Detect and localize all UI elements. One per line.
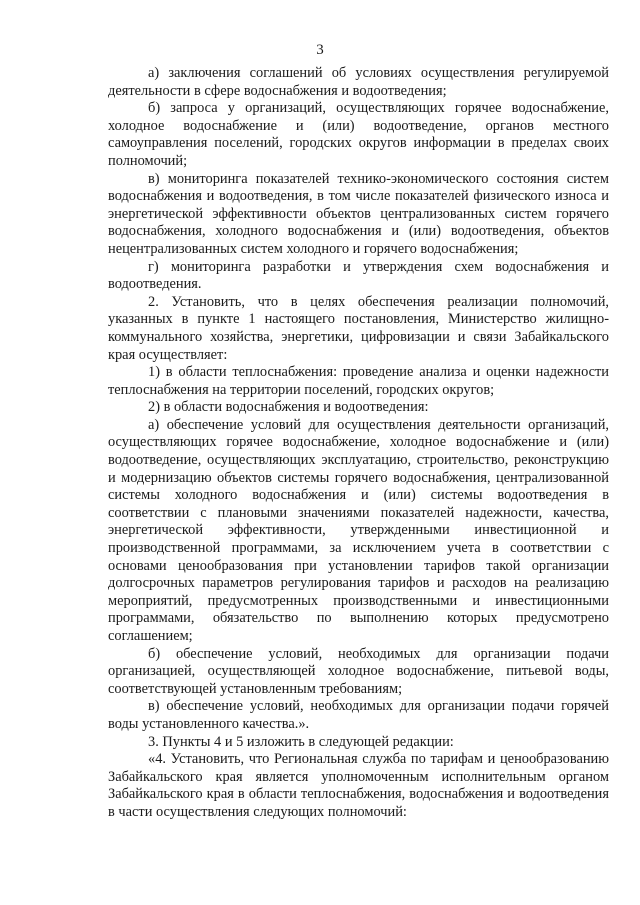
page-number: 3: [316, 42, 324, 58]
paragraph-2-2-a-conditions: а) обеспечение условий для осуществления деятельности организаций, осуществляющих горячее водоснабжение, холодное водоснабжение и (или) водоотведение, осуществляющих эксплуатацию, строительство, реконструкцию и модернизацию объектов системы горячего водоснабжения, централизованной системы холодного водоснабжения и (или) системы водоотведения в соответствии с плановыми значениями показателей надежности, качества, энергетической эффективности, утвержденными инвестиционной и производственной программами, за исключением учета в соответствии с основами ценообразования при установлении тарифов такой организации долгосрочных параметров регулирования тарифов и расходов на реализацию мероприятий, предусмотренных производственными и инвестиционными программами, обязательство по выполнению которых предусмотрено соглашением;: [108, 416, 609, 644]
paragraph-2-1-heat-supply: 1) в области теплоснабжения: проведение анализа и оценки надежности теплоснабжения на территории поселений, городских округов;: [108, 364, 609, 398]
paragraph-3-amendment: 3. Пункты 4 и 5 изложить в следующей редакции:: [148, 733, 454, 750]
paragraph-2-2-v-hot-water: в) обеспечение условий, необходимых для организации подачи горячей воды установленного качества.».: [108, 698, 609, 732]
paragraph-b-information-request: б) запроса у организаций, осуществляющих горячее водоснабжение, холодное водоснабжение и (или) водоотведение, органов местного самоуправления поселений, городских округов информации в пределах своих полномочий;: [108, 100, 609, 169]
paragraph-2-ministry-duties: 2. Установить, что в целях обеспечения реализации полномочий, указанных в пункте 1 настоящего постановления, Министерство жилищно-коммунального хозяйства, энергетики, цифровизации и связи Забайкальского края осуществляет:: [108, 293, 609, 363]
document-body: [108, 65, 609, 822]
paragraph-v-monitoring-indicators: в) мониторинга показателей технико-экономического состояния систем водоснабжения и водоотведения, в том числе показателей физического износа и энергетической эффективности объектов централизованных систем горячего водоснабжения, холодного водоснабжения и (или) водоотведения, объектов нецентрализованных систем холодного и горячего водоснабжения;: [108, 170, 609, 257]
paragraph-2-2-b-drinking-water: б) обеспечение условий, необходимых для организации подачи организацией, осуществляющей холодное водоснабжение, питьевой воды, соответствующей установленным требованиям;: [108, 645, 609, 697]
paragraph-4-tariff-service: «4. Установить, что Региональная служба по тарифам и ценообразованию Забайкальского края является уполномоченным исполнительным органом Забайкальского края в области теплоснабжения, водоснабжения и водоотведения в части осуществления следующих полномочий:: [108, 751, 609, 820]
paragraph-a-agreements: а) заключения соглашений об условиях осуществления регулируемой деятельности в сфере водоснабжения и водоотведения;: [108, 65, 609, 99]
paragraph-g-monitoring-schemes: г) мониторинга разработки и утверждения схем водоснабжения и водоотведения.: [108, 258, 609, 293]
paragraph-2-2-water-supply: 2) в области водоснабжения и водоотведения:: [148, 399, 429, 416]
